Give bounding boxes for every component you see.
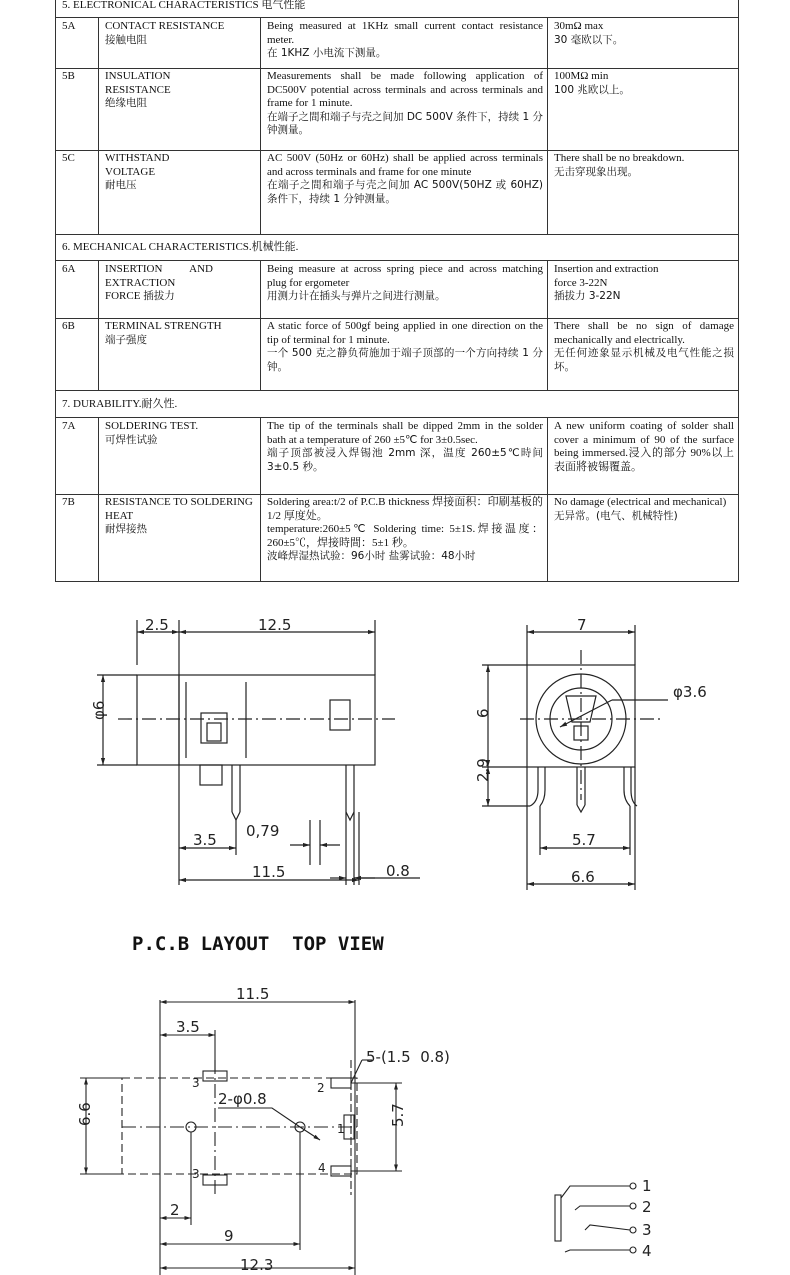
req-zh: 无击穿现象出现。 [554,165,638,178]
section-title: 5. ELECTRONICAL CHARACTERISTICS 电气性能 [62,0,306,11]
dim-6-6: 6.6 [76,1102,94,1126]
method-en: A static force of 500gf being applied in one direction on the tip of terminal for 1 minute. [267,320,543,346]
dim-11-5: 11.5 [252,863,286,881]
item-zh: 绝缘电阻 [105,97,147,110]
dim-hole: 2-φ0.8 [218,1090,267,1108]
item-zh: 耐焊接热 [105,523,147,536]
pad-label-4: 4 [318,1161,326,1175]
pin-label-1: 1 [642,1177,652,1195]
pcb-layout-drawing [80,1000,402,1275]
req-zh: 100 兆欧以上。 [554,83,630,96]
item-en: INSERTION AND EXTRACTION [105,263,213,289]
dim-12-5: 12.5 [258,616,292,634]
section-title: 7. DURABILITY.耐久性. [62,398,178,410]
req-en: No damage (electrical and mechanical) [554,496,727,508]
item-en: CONTACT RESISTANCE [105,20,225,32]
dim-3-5: 3.5 [176,1018,200,1036]
method-line-1: Soldering area:t/2 of P.C.B thickness 焊接面积：印刷基板的 1/2 厚度处。 [267,496,543,522]
dim-7: 7 [577,616,587,634]
pcb-layout-labels [76,985,450,1274]
req-en: There shall be no sign of damage mechanically and electrically. [554,320,734,346]
pcb-layout-title: P.C.B LAYOUT TOP VIEW [132,933,384,955]
req-line-2: force 3-22N [554,276,608,289]
method-en: The tip of the terminals shall be dipped 2mm in the solder bath at a temperature of 260 ±5℃ for 3±0.5sec. [267,420,543,446]
item-en-2: FORCE 插拔力 [105,290,175,303]
pad-label-1: 1 [337,1122,345,1136]
row-id: 6A [56,261,99,318]
item-en: INSULATION RESISTANCE [105,70,171,96]
method-zh: 在端子之間和端子与壳之间加 AC 500V(50HZ 或 60HZ)条件下，持续 1 分钟测量。 [267,179,543,205]
dim-6-6: 6.6 [571,868,595,886]
dim-0-8: 0.8 [386,862,410,880]
method-line-2: temperature:260±5℃ Soldering time: 5±1S.焊接温度：260±5℃，焊接時間：5±1 秒。 [267,523,543,549]
dim-2-9: 2.9 [474,758,492,782]
method-zh: 在端子之間和端子与壳之间加 DC 500V 条件下，持续 1 分钟测量。 [267,110,544,137]
item-en: WITHSTAND VOLTAGE [105,152,170,178]
dim-6: 6 [474,708,492,718]
item-en: TERMINAL STRENGTH [105,320,222,332]
dim-phi-3-6: φ3.6 [673,683,707,701]
row-id: 7A [56,418,99,494]
method-en: Being measure at across spring piece and across matching plug for ergometer [267,263,543,289]
row-id: 5C [56,150,99,234]
section-title: 6. MECHANICAL CHARACTERISTICS.机械性能. [62,241,299,253]
req-en: There shall be no breakdown. [554,152,685,164]
dim-2-5: 2.5 [145,616,169,634]
side-view-dimensions [90,616,410,881]
method-zh: 用测力计在插头与弹片之间进行测量。 [267,290,446,303]
method-zh: 在 1KHZ 小电流下测量。 [267,47,387,60]
row-id: 6B [56,318,99,390]
dim-phi-6: φ6 [90,700,108,720]
row-id: 5A [56,18,99,68]
method-en: AC 500V (50Hz or 60Hz) shall be applied across terminals and across terminals and frame for one minute [267,152,543,178]
row-id: 5B [56,68,99,150]
front-view-dimensions [474,616,707,886]
req-en: 100MΩ min [554,70,609,82]
pin-label-2: 2 [642,1198,652,1216]
req-en: 30mΩ max [554,20,604,32]
pad-label-3b: 3 [192,1167,200,1181]
method-zh: 一个 500 克之静负荷施加于端子顶部的一个方向持续 1 分钟。 [267,347,543,373]
item-en: RESISTANCE TO SOLDERING HEAT [105,496,253,522]
method-zh: 端子顶部被浸入焊锡池 2mm 深，温度 260±5℃時间 3±0.5 秒。 [267,447,543,473]
schematic-pin-labels [642,1177,652,1260]
item-en: SOLDERING TEST. [105,420,199,432]
item-zh: 耐电压 [105,179,137,192]
req-line-1: Insertion and extraction [554,263,659,275]
dim-0-79: 0,79 [246,822,280,840]
dim-2: 2 [170,1201,180,1219]
req-zh: 30 毫欧以下。 [554,33,624,46]
dim-3-5: 3.5 [193,831,217,849]
row-id: 7B [56,494,99,581]
method-en: Measurements shall be made following application of DC500V potential across terminals and across terminals and frame for 1 minute. [267,70,543,110]
req-line-3: 插拔力 3-22N [554,290,621,303]
req-zh: 无异常。(电气、机械特性) [554,509,678,522]
req-zh: 无任何迹象显示机械及电气性能之损坏。 [554,347,734,373]
pin-label-4: 4 [642,1242,652,1260]
dim-12-3: 12.3 [240,1256,274,1274]
dim-slot: 5-(1.5 0.8) [366,1048,450,1066]
dim-5-7: 5.7 [389,1103,407,1127]
item-zh: 可焊性试验 [105,433,158,446]
item-zh: 端子强度 [105,333,147,346]
req-en: A new uniform coating of solder shall cover a minimum of 90 of the surface being immersed.浸入的部分 90%以上表面將被锡覆盖。 [554,420,734,473]
item-zh: 接触电阻 [105,33,147,46]
dim-9: 9 [224,1227,234,1245]
pad-label-3a: 3 [192,1076,200,1090]
dim-5-7: 5.7 [572,831,596,849]
pad-label-2: 2 [317,1081,325,1095]
jack-schematic [555,1183,636,1253]
dim-11-5: 11.5 [236,985,270,1003]
front-view-drawing [482,625,668,890]
method-en: Being measured at 1KHz small current contact resistance meter. [267,20,543,46]
pin-label-3: 3 [642,1221,652,1239]
side-view-drawing [97,620,420,885]
method-line-3: 波峰焊湿热试验：96小时 盐雾试验：48小时 [267,550,476,563]
